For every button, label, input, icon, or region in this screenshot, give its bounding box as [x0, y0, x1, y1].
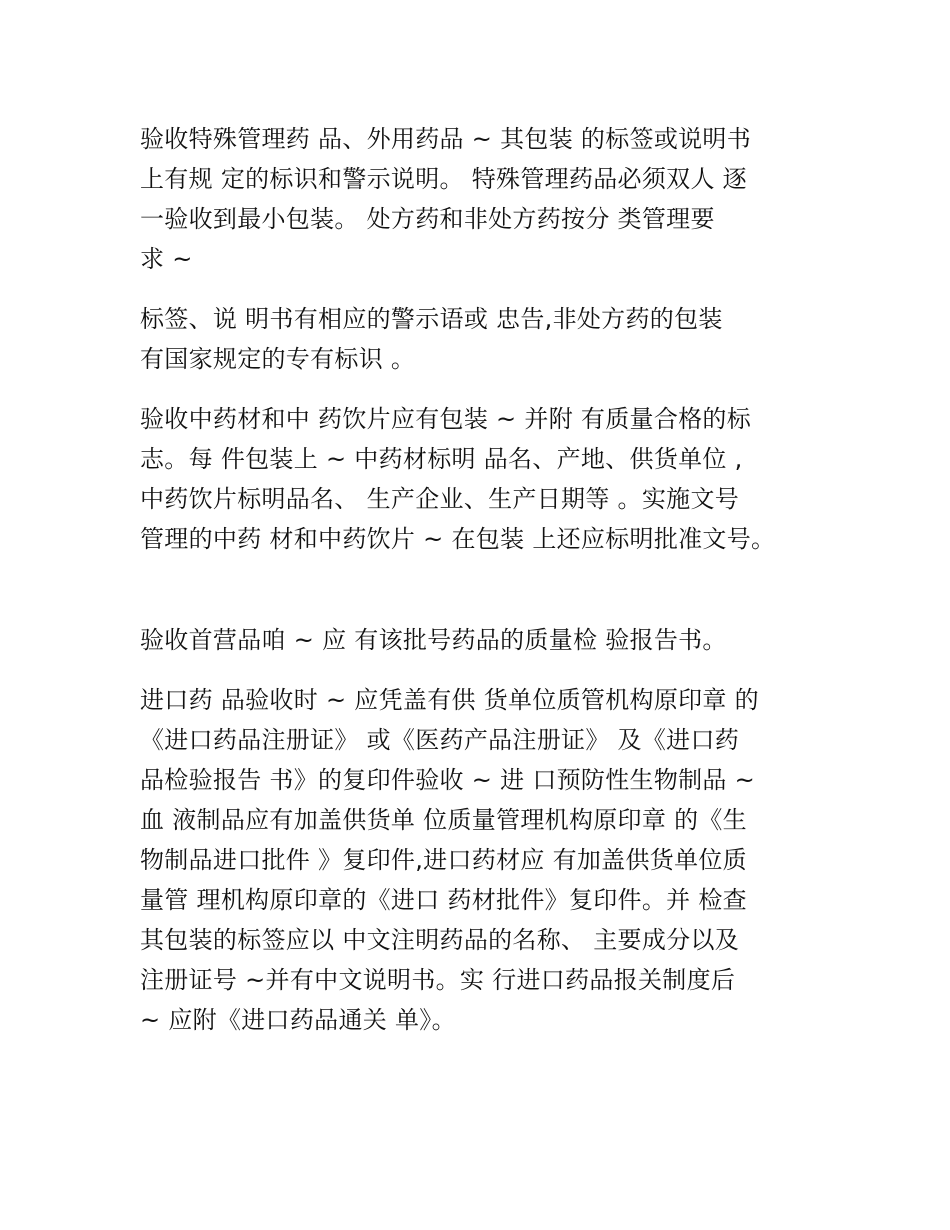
text-line: 验收首营品咱 ~ 应 有该批号药品的质量检 验报告书。: [140, 626, 727, 654]
text-line: 《进口药品注册证》 或《医药产品注册证》 及《进口药: [140, 726, 740, 754]
text-line: 上有规 定的标识和警示说明。 特殊管理药品必须双人 逐: [140, 165, 747, 193]
text-line: 中药饮片标明品名、 生产企业、生产日期等 。实施文号: [140, 485, 740, 513]
paragraph-imported-drug-acceptance: [140, 680, 759, 1040]
text-line: 验收特殊管理药 品、外用药品 ~ 其包装 的标签或说明书: [140, 125, 752, 153]
text-line: 管理的中药 材和中药饮片 ~ 在包装 上还应标明批准文号。: [140, 525, 776, 553]
paragraph-first-product-acceptance: [140, 620, 727, 660]
text-line: 量管 理机构原印章的《进口 药材批件》复印件。并 检查: [140, 886, 747, 914]
text-line: 注册证号 ~并有中文说明书。实 行进口药品报关制度后: [140, 966, 736, 994]
text-line: 志。每 件包装上 ~ 中药材标明 品名、产地、供货单位 ,: [140, 445, 743, 473]
text-line: 品检验报告 书》的复印件验收 ~ 进 口预防性生物制品 ~: [140, 766, 756, 794]
text-line: 物制品进口批件 》复印件,进口药材应 有加盖供货单位质: [140, 846, 747, 874]
text-line: 其包装的标签应以 中文注明药品的名称、 主要成分以及: [140, 926, 740, 954]
text-line: 有国家规定的专有标识 。: [140, 345, 416, 373]
text-line: 一验收到最小包装。 处方药和非处方药按分 类管理要: [140, 205, 715, 233]
text-line: 进口药 品验收时 ~ 应凭盖有供 货单位质管机构原印章 的: [140, 686, 759, 714]
text-line: ~ 应附《进口药品通关 单》。: [140, 1006, 456, 1034]
text-line: 求 ~: [140, 245, 193, 273]
paragraph-special-drug-acceptance: [140, 119, 751, 279]
text-line: 血 液制品应有加盖供货单 位质量管理机构原印章 的《生: [140, 806, 747, 834]
paragraph-label-warning: [140, 299, 723, 379]
text-line: 验收中药材和中 药饮片应有包装 ~ 并附 有质量合格的标: [140, 405, 752, 433]
text-line: 标签、说 明书有相应的警示语或 忠告,非处方药的包装: [140, 305, 723, 333]
paragraph-chinese-herbal-acceptance: [140, 399, 775, 559]
